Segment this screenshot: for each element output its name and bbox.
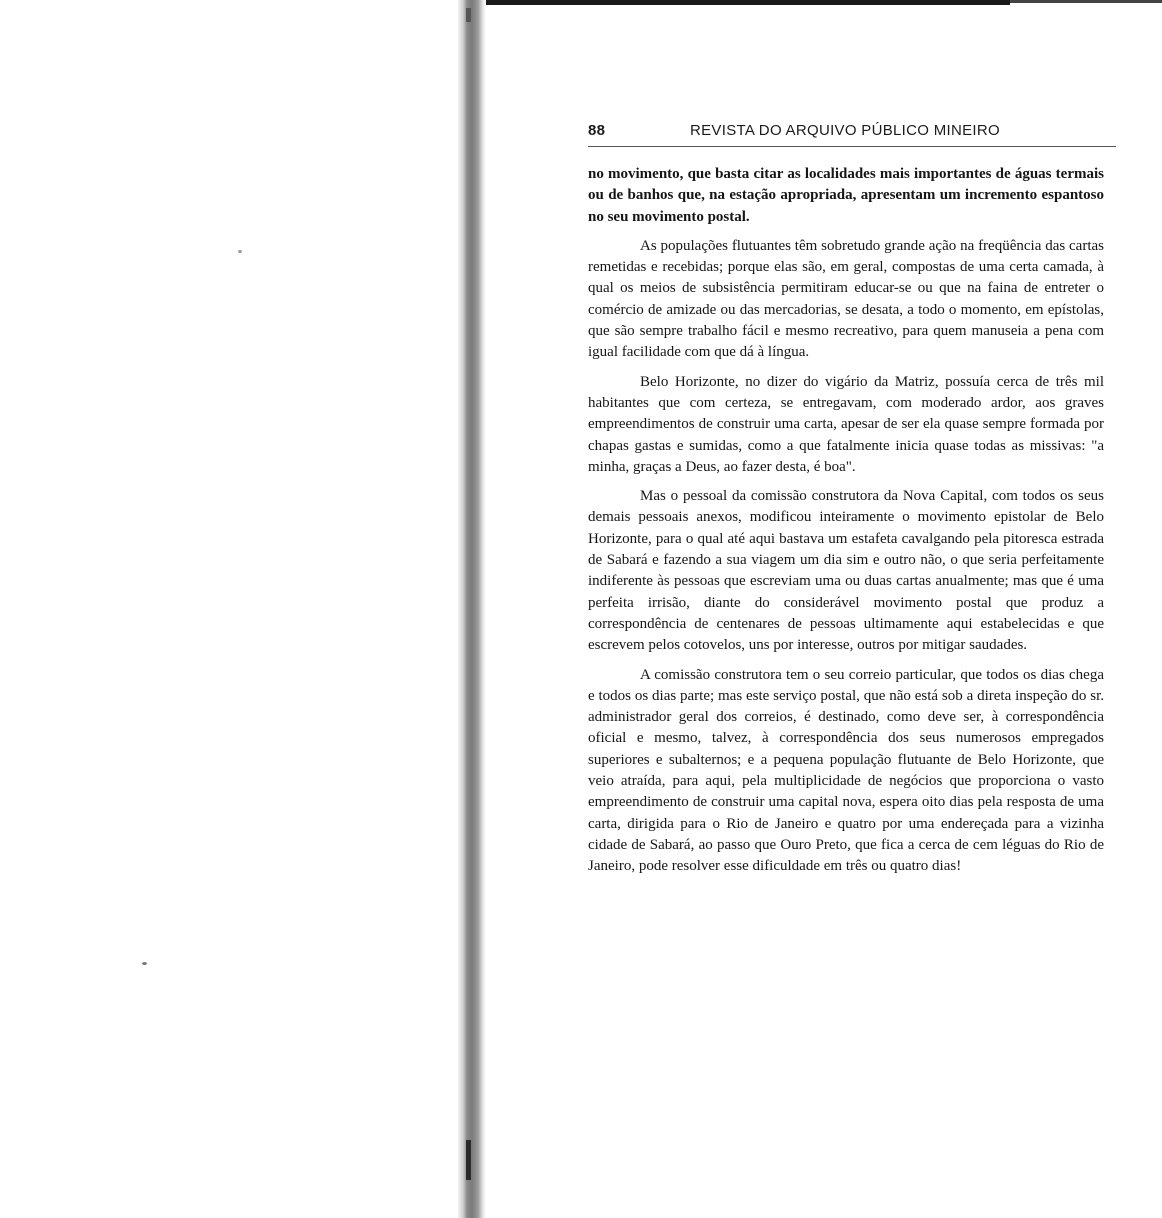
header-rule [588,146,1116,147]
body-text [588,164,1104,886]
left-blank-page [0,0,458,1218]
paragraph: Belo Horizonte, no dizer do vigário da Matriz, possuía cerca de três mil habitantes que com certeza, se entregavam, com moderado ardor, aos graves empreendimentos de construir uma carta, apesar de ser ela quase sempre formada por chapas gastas e sumidas, como a que fatalmente inicia quase todas as missivas: "a minha, graças a Deus, ao fazer desta, é boa". [588,373,1104,475]
paragraph: As populações flutuantes têm sobretudo grande ação na freqüência das cartas remetidas e recebidas; porque elas são, em geral, compostas de uma certa camada, à qual os meios de subsistência permitiram educar-se ou que na faina de entreter o comércio de amizade ou das mercadorias, se desata, a todo o momento, em epístolas, que são sempre trabalho fácil e mesmo recreativo, para quem manuseia a pena com igual facilidade com que dá à língua. [588,237,1104,361]
paper-speck [238,250,242,253]
paragraph: no movimento, que basta citar as localidades mais importantes de águas termais ou de banhos que, na estação apropriada, apresentam um incremento espantoso no seu movimento postal. [588,166,1104,225]
paragraph: Mas o pessoal da comissão construtora da Nova Capital, com todos os seus demais pessoais anexos, modificou inteiramente o movimento epistolar de Belo Horizonte, para o qual até aqui bastava um estafeta cavalgando pela pitoresca estrada de Sabará e fazendo a sua viagem um dia sim e outro não, o que seria perfeitamente indiferente às pessoas que escreviam uma ou duas cartas anualmente; mas que é uma perfeita irrisão, diante do considerável movimento postal que produz a correspondência de centenares de pessoas ultimamente aqui estabelecidas e que escrevem pelos cotovelos, uns por interesse, outros por mitigar saudades. [588,488,1104,654]
page-number: 88 [588,122,606,139]
book-gutter [458,0,486,1218]
right-text-page [486,0,1162,1218]
running-head [588,122,1118,144]
gutter-shadow-mark [466,8,471,22]
gutter-shadow-mark [466,1140,471,1180]
paragraph: A comissão construtora tem o seu correio particular, que todos os dias chega e todos os dias parte; mas este serviço postal, que não está sob a direta inspeção do sr. administrador geral dos correios, é destinado, como deve ser, à correspondência oficial e mesmo, talvez, à correspondência dos seus numerosos empregados superiores e subalternos; e a pequena população flutuante de Belo Horizonte, que veio atraída, para aqui, pela multiplicidade de negócios que proporciona o vasto empreendimento de construir uma capital nova, espera oito dias pela resposta de uma carta, dirigida para o Rio de Janeiro e quatro por uma endereçada para a vizinha cidade de Sabará, ao passo que Ouro Preto, que fica a cerca de cem léguas do Rio de Janeiro, pode resolver esse dificuldade em três ou quatro dias! [588,666,1104,875]
journal-title: REVISTA DO ARQUIVO PÚBLICO MINEIRO [690,122,1000,139]
paper-speck [142,962,147,965]
